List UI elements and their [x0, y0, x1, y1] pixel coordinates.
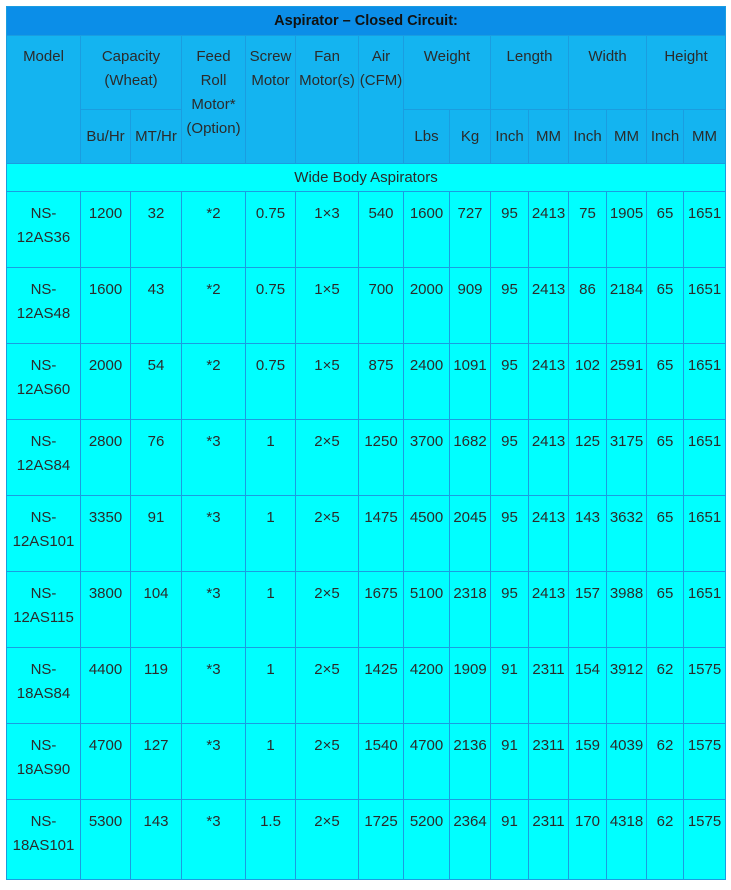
- cell-bu-hr: 4400: [81, 648, 131, 724]
- table-row: [7, 344, 726, 420]
- cell-h-mm: 1575: [684, 724, 726, 800]
- subheader-length-mm: MM: [529, 110, 569, 164]
- cell-w-in: 159: [569, 724, 607, 800]
- table-row: [7, 268, 726, 344]
- cell-fan: 2×5: [296, 572, 359, 648]
- cell-l-in: 91: [491, 724, 529, 800]
- cell-kg: 727: [450, 192, 491, 268]
- header-width: Width: [569, 36, 647, 110]
- cell-l-mm: 2413: [529, 496, 569, 572]
- cell-l-in: 95: [491, 496, 529, 572]
- cell-lbs: 1600: [404, 192, 450, 268]
- cell-screw: 1: [246, 420, 296, 496]
- cell-w-mm: 3912: [607, 648, 647, 724]
- cell-fan: 1×5: [296, 268, 359, 344]
- cell-h-mm: 1651: [684, 496, 726, 572]
- cell-air: 1425: [359, 648, 404, 724]
- cell-kg: 2045: [450, 496, 491, 572]
- cell-w-in: 170: [569, 800, 607, 880]
- cell-bu-hr: 4700: [81, 724, 131, 800]
- cell-screw: 1: [246, 648, 296, 724]
- cell-fan: 2×5: [296, 420, 359, 496]
- table-row: [7, 572, 726, 648]
- header-height: Height: [647, 36, 726, 110]
- header-screw-motor: Screw Motor: [246, 36, 296, 164]
- subheader-length-inch: Inch: [491, 110, 529, 164]
- cell-fan: 2×5: [296, 496, 359, 572]
- cell-lbs: 5100: [404, 572, 450, 648]
- cell-l-mm: 2413: [529, 344, 569, 420]
- cell-air: 875: [359, 344, 404, 420]
- header-length: Length: [491, 36, 569, 110]
- cell-w-mm: 4039: [607, 724, 647, 800]
- cell-h-mm: 1651: [684, 420, 726, 496]
- cell-w-mm: 2591: [607, 344, 647, 420]
- cell-w-in: 75: [569, 192, 607, 268]
- cell-w-in: 125: [569, 420, 607, 496]
- cell-h-mm: 1651: [684, 192, 726, 268]
- cell-mt-hr: 104: [131, 572, 182, 648]
- cell-w-mm: 3632: [607, 496, 647, 572]
- cell-kg: 2318: [450, 572, 491, 648]
- cell-w-mm: 2184: [607, 268, 647, 344]
- cell-l-in: 95: [491, 572, 529, 648]
- cell-h-in: 65: [647, 420, 684, 496]
- cell-fan: 1×5: [296, 344, 359, 420]
- aspirator-spec-table: [6, 6, 726, 880]
- subheader-height-inch: Inch: [647, 110, 684, 164]
- cell-mt-hr: 119: [131, 648, 182, 724]
- cell-screw: 1: [246, 572, 296, 648]
- cell-model: NS-18AS84: [7, 648, 81, 724]
- cell-fan: 2×5: [296, 648, 359, 724]
- cell-mt-hr: 143: [131, 800, 182, 880]
- cell-screw: 0.75: [246, 192, 296, 268]
- cell-h-in: 65: [647, 344, 684, 420]
- cell-h-mm: 1651: [684, 344, 726, 420]
- cell-lbs: 4500: [404, 496, 450, 572]
- cell-feed: *2: [182, 268, 246, 344]
- cell-w-in: 154: [569, 648, 607, 724]
- cell-model: NS-12AS60: [7, 344, 81, 420]
- subheader-kg: Kg: [450, 110, 491, 164]
- cell-bu-hr: 2800: [81, 420, 131, 496]
- cell-feed: *2: [182, 344, 246, 420]
- subheader-width-inch: Inch: [569, 110, 607, 164]
- cell-l-mm: 2413: [529, 420, 569, 496]
- cell-kg: 1682: [450, 420, 491, 496]
- cell-feed: *3: [182, 420, 246, 496]
- cell-air: 1725: [359, 800, 404, 880]
- cell-l-in: 95: [491, 192, 529, 268]
- cell-model: NS-12AS115: [7, 572, 81, 648]
- cell-l-mm: 2413: [529, 192, 569, 268]
- cell-h-mm: 1575: [684, 648, 726, 724]
- cell-model: NS-18AS90: [7, 724, 81, 800]
- cell-feed: *3: [182, 724, 246, 800]
- header-model: Model: [7, 36, 81, 164]
- cell-lbs: 4200: [404, 648, 450, 724]
- subheader-mt-hr: MT/Hr: [131, 110, 182, 164]
- cell-fan: 1×3: [296, 192, 359, 268]
- table-row: [7, 496, 726, 572]
- cell-mt-hr: 43: [131, 268, 182, 344]
- cell-l-mm: 2311: [529, 724, 569, 800]
- cell-w-mm: 3988: [607, 572, 647, 648]
- cell-lbs: 2400: [404, 344, 450, 420]
- cell-air: 1475: [359, 496, 404, 572]
- header-capacity: Capacity (Wheat): [81, 36, 182, 110]
- cell-l-mm: 2413: [529, 572, 569, 648]
- cell-screw: 1: [246, 496, 296, 572]
- cell-l-in: 91: [491, 648, 529, 724]
- cell-fan: 2×5: [296, 724, 359, 800]
- table-row: [7, 648, 726, 724]
- cell-air: 700: [359, 268, 404, 344]
- cell-screw: 0.75: [246, 344, 296, 420]
- cell-bu-hr: 2000: [81, 344, 131, 420]
- cell-l-in: 95: [491, 420, 529, 496]
- cell-model: NS-12AS48: [7, 268, 81, 344]
- cell-model: NS-12AS36: [7, 192, 81, 268]
- cell-lbs: 2000: [404, 268, 450, 344]
- cell-l-mm: 2413: [529, 268, 569, 344]
- cell-feed: *2: [182, 192, 246, 268]
- cell-l-mm: 2311: [529, 800, 569, 880]
- cell-kg: 909: [450, 268, 491, 344]
- cell-mt-hr: 54: [131, 344, 182, 420]
- cell-h-in: 62: [647, 800, 684, 880]
- cell-w-in: 102: [569, 344, 607, 420]
- cell-h-in: 65: [647, 572, 684, 648]
- cell-bu-hr: 5300: [81, 800, 131, 880]
- header-air: Air (CFM): [359, 36, 404, 164]
- cell-h-in: 65: [647, 268, 684, 344]
- cell-l-mm: 2311: [529, 648, 569, 724]
- cell-air: 1675: [359, 572, 404, 648]
- cell-bu-hr: 1600: [81, 268, 131, 344]
- table-title: Aspirator – Closed Circuit:: [7, 7, 726, 36]
- cell-kg: 1909: [450, 648, 491, 724]
- cell-w-in: 143: [569, 496, 607, 572]
- cell-screw: 1: [246, 724, 296, 800]
- cell-w-in: 157: [569, 572, 607, 648]
- cell-model: NS-12AS84: [7, 420, 81, 496]
- cell-l-in: 95: [491, 344, 529, 420]
- cell-feed: *3: [182, 648, 246, 724]
- cell-bu-hr: 3800: [81, 572, 131, 648]
- table-row: [7, 800, 726, 880]
- subheader-width-mm: MM: [607, 110, 647, 164]
- cell-h-mm: 1575: [684, 800, 726, 880]
- cell-lbs: 4700: [404, 724, 450, 800]
- header-weight: Weight: [404, 36, 491, 110]
- subheader-lbs: Lbs: [404, 110, 450, 164]
- cell-mt-hr: 32: [131, 192, 182, 268]
- cell-kg: 2136: [450, 724, 491, 800]
- cell-w-in: 86: [569, 268, 607, 344]
- cell-h-in: 62: [647, 648, 684, 724]
- cell-screw: 0.75: [246, 268, 296, 344]
- cell-screw: 1.5: [246, 800, 296, 880]
- cell-h-in: 62: [647, 724, 684, 800]
- section-label: Wide Body Aspirators: [7, 164, 726, 192]
- cell-bu-hr: 1200: [81, 192, 131, 268]
- cell-feed: *3: [182, 496, 246, 572]
- header-fan-motors: Fan Motor(s): [296, 36, 359, 164]
- cell-lbs: 5200: [404, 800, 450, 880]
- table-row: [7, 192, 726, 268]
- cell-h-mm: 1651: [684, 572, 726, 648]
- cell-w-mm: 1905: [607, 192, 647, 268]
- cell-w-mm: 3175: [607, 420, 647, 496]
- cell-mt-hr: 76: [131, 420, 182, 496]
- subheader-bu-hr: Bu/Hr: [81, 110, 131, 164]
- cell-kg: 1091: [450, 344, 491, 420]
- header-feed-roll-motor: Feed Roll Motor* (Option): [182, 36, 246, 164]
- cell-w-mm: 4318: [607, 800, 647, 880]
- cell-model: NS-12AS101: [7, 496, 81, 572]
- cell-l-in: 95: [491, 268, 529, 344]
- table-row: [7, 420, 726, 496]
- spec-table-container: [6, 6, 725, 880]
- cell-kg: 2364: [450, 800, 491, 880]
- cell-bu-hr: 3350: [81, 496, 131, 572]
- cell-mt-hr: 91: [131, 496, 182, 572]
- cell-feed: *3: [182, 800, 246, 880]
- cell-air: 1250: [359, 420, 404, 496]
- cell-mt-hr: 127: [131, 724, 182, 800]
- cell-h-in: 65: [647, 496, 684, 572]
- cell-air: 1540: [359, 724, 404, 800]
- cell-lbs: 3700: [404, 420, 450, 496]
- cell-l-in: 91: [491, 800, 529, 880]
- subheader-height-mm: MM: [684, 110, 726, 164]
- cell-fan: 2×5: [296, 800, 359, 880]
- cell-model: NS-18AS101: [7, 800, 81, 880]
- cell-feed: *3: [182, 572, 246, 648]
- cell-h-mm: 1651: [684, 268, 726, 344]
- table-row: [7, 724, 726, 800]
- cell-h-in: 65: [647, 192, 684, 268]
- cell-air: 540: [359, 192, 404, 268]
